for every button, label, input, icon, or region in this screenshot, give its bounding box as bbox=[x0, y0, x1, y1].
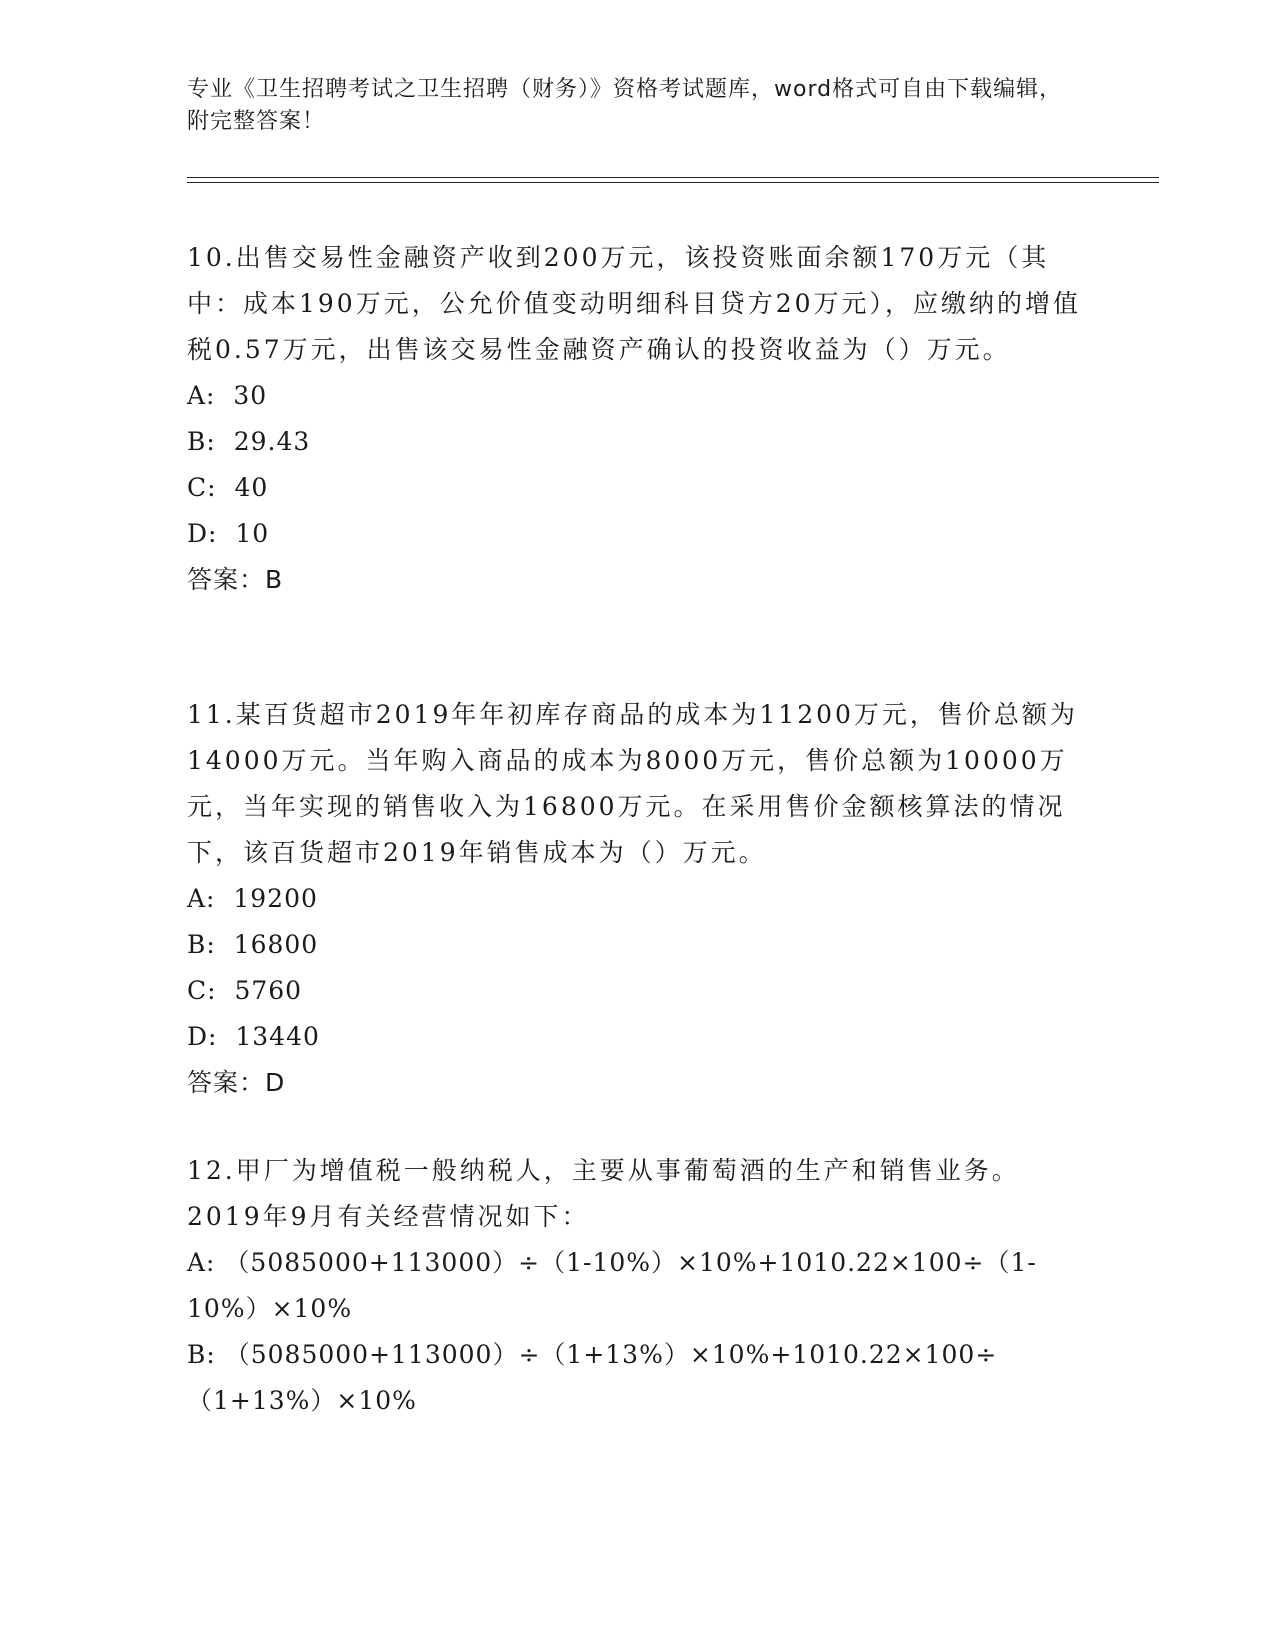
document-header: 专业《卫生招聘考试之卫生招聘（财务）》资格考试题库，word格式可自由下载编辑，附完整答案！ bbox=[187, 77, 1063, 134]
question-stem: 11.某百货超市2019年年初库存商品的成本为11200万元，售价总额为14000万元。当年购入商品的成本为8000万元，售价总额为10000万元，当年实现的销售收入为16800万元。在采用售价金额核算法的情况下，该百货超市2019年销售成本为（）万元。 bbox=[187, 700, 1078, 867]
option-a: A: （5085000+113000）÷（1-10%）×10%+1010.22×100÷（1-10%）×10% bbox=[187, 1248, 1037, 1323]
option-a: A: 30 bbox=[187, 381, 268, 410]
option-c: C: 5760 bbox=[187, 976, 303, 1005]
option-b: B: 16800 bbox=[187, 930, 319, 959]
option-d: D: 13440 bbox=[187, 1022, 320, 1051]
option-d: D: 10 bbox=[187, 519, 270, 548]
header-divider-bottom bbox=[187, 182, 1159, 183]
question-10 bbox=[187, 235, 1087, 603]
question-stem: 10.出售交易性金融资产收到200万元，该投资账面余额170万元（其中：成本190万元，公允价值变动明细科目贷方20万元），应缴纳的增值税0.57万元，出售该交易性金融资产确认的投资收益为（）万元。 bbox=[187, 243, 1082, 364]
option-c: C: 40 bbox=[187, 473, 269, 502]
answer-line: 答案：B bbox=[187, 565, 284, 594]
answer-line: 答案：D bbox=[187, 1068, 286, 1097]
question-12 bbox=[187, 1148, 1087, 1424]
question-stem: 12.甲厂为增值税一般纳税人，主要从事葡萄酒的生产和销售业务。2019年9月有关经营情况如下： bbox=[187, 1156, 1020, 1231]
header-divider-top bbox=[187, 177, 1159, 178]
question-11 bbox=[187, 692, 1087, 1106]
option-b: B: 29.43 bbox=[187, 427, 311, 456]
option-a: A: 19200 bbox=[187, 884, 318, 913]
option-b: B: （5085000+113000）÷（1+13%）×10%+1010.22×100÷（1+13%）×10% bbox=[187, 1340, 998, 1415]
